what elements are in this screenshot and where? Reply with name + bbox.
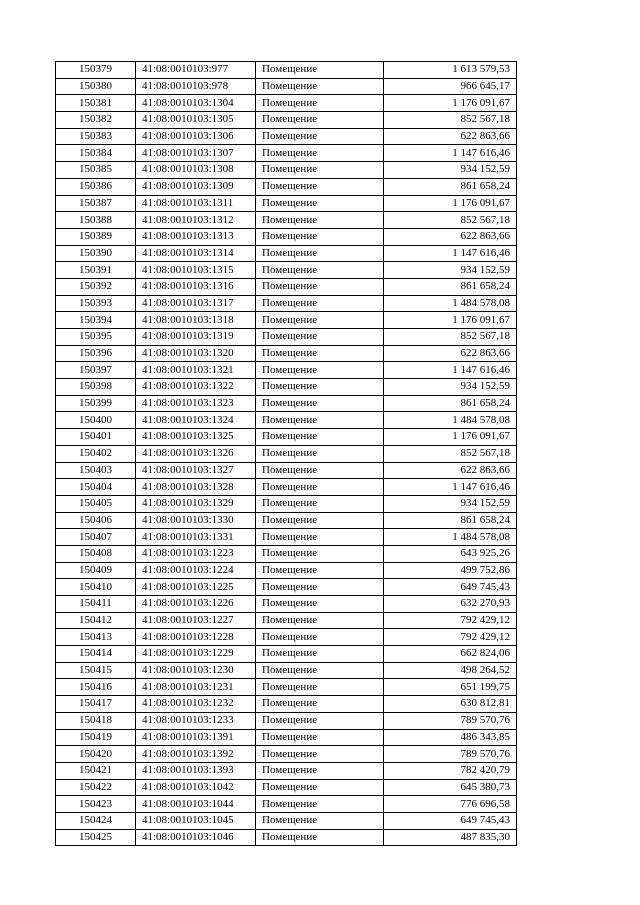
object-type-cell: Помещение bbox=[256, 529, 384, 546]
table-row bbox=[56, 362, 517, 379]
table-row bbox=[56, 762, 517, 779]
cadastral-value-cell: 487 835,30 bbox=[384, 829, 517, 846]
row-number-cell: 150413 bbox=[56, 629, 136, 646]
table-row bbox=[56, 278, 517, 295]
cadastral-number-cell: 41:08:0010103:1331 bbox=[136, 529, 256, 546]
table-row bbox=[56, 345, 517, 362]
object-type-cell: Помещение bbox=[256, 679, 384, 696]
cadastral-number-cell: 41:08:0010103:1226 bbox=[136, 596, 256, 613]
cadastral-value-cell: 934 152,59 bbox=[384, 495, 517, 512]
cadastral-value-cell: 662 824,06 bbox=[384, 646, 517, 663]
row-number-cell: 150389 bbox=[56, 228, 136, 245]
row-number-cell: 150386 bbox=[56, 178, 136, 195]
row-number-cell: 150420 bbox=[56, 746, 136, 763]
object-type-cell: Помещение bbox=[256, 712, 384, 729]
cadastral-value-cell: 1 176 091,67 bbox=[384, 195, 517, 212]
table-row bbox=[56, 662, 517, 679]
table-row bbox=[56, 696, 517, 713]
object-type-cell: Помещение bbox=[256, 445, 384, 462]
object-type-cell: Помещение bbox=[256, 228, 384, 245]
cadastral-number-cell: 41:08:0010103:1311 bbox=[136, 195, 256, 212]
cadastral-value-cell: 645 380,73 bbox=[384, 779, 517, 796]
row-number-cell: 150394 bbox=[56, 312, 136, 329]
cadastral-number-cell: 41:08:0010103:1042 bbox=[136, 779, 256, 796]
cadastral-value-cell: 1 484 578,08 bbox=[384, 295, 517, 312]
cadastral-value-cell: 1 147 616,46 bbox=[384, 479, 517, 496]
object-type-cell: Помещение bbox=[256, 479, 384, 496]
cadastral-value-cell: 792 429,12 bbox=[384, 612, 517, 629]
table-row bbox=[56, 495, 517, 512]
row-number-cell: 150390 bbox=[56, 245, 136, 262]
row-number-cell: 150425 bbox=[56, 829, 136, 846]
cadastral-number-cell: 41:08:0010103:1327 bbox=[136, 462, 256, 479]
row-number-cell: 150382 bbox=[56, 112, 136, 129]
table-row bbox=[56, 128, 517, 145]
table-row bbox=[56, 746, 517, 763]
row-number-cell: 150400 bbox=[56, 412, 136, 429]
cadastral-value-cell: 1 484 578,08 bbox=[384, 529, 517, 546]
object-type-cell: Помещение bbox=[256, 295, 384, 312]
table-row bbox=[56, 729, 517, 746]
cadastral-value-cell: 861 658,24 bbox=[384, 512, 517, 529]
cadastral-number-cell: 41:08:0010103:1320 bbox=[136, 345, 256, 362]
object-type-cell: Помещение bbox=[256, 329, 384, 346]
row-number-cell: 150408 bbox=[56, 545, 136, 562]
cadastral-number-cell: 41:08:0010103:1319 bbox=[136, 329, 256, 346]
row-number-cell: 150380 bbox=[56, 78, 136, 95]
row-number-cell: 150418 bbox=[56, 712, 136, 729]
table-row bbox=[56, 829, 517, 846]
object-type-cell: Помещение bbox=[256, 379, 384, 396]
row-number-cell: 150387 bbox=[56, 195, 136, 212]
cadastral-value-table bbox=[55, 61, 517, 846]
row-number-cell: 150403 bbox=[56, 462, 136, 479]
table-body bbox=[56, 62, 517, 846]
object-type-cell: Помещение bbox=[256, 62, 384, 79]
row-number-cell: 150407 bbox=[56, 529, 136, 546]
cadastral-value-cell: 649 745,43 bbox=[384, 579, 517, 596]
table-row bbox=[56, 462, 517, 479]
table-row bbox=[56, 612, 517, 629]
row-number-cell: 150412 bbox=[56, 612, 136, 629]
object-type-cell: Помещение bbox=[256, 729, 384, 746]
cadastral-number-cell: 41:08:0010103:1046 bbox=[136, 829, 256, 846]
cadastral-number-cell: 41:08:0010103:1304 bbox=[136, 95, 256, 112]
cadastral-number-cell: 41:08:0010103:1317 bbox=[136, 295, 256, 312]
cadastral-number-cell: 41:08:0010103:1313 bbox=[136, 228, 256, 245]
object-type-cell: Помещение bbox=[256, 145, 384, 162]
object-type-cell: Помещение bbox=[256, 562, 384, 579]
cadastral-number-cell: 41:08:0010103:1308 bbox=[136, 162, 256, 179]
cadastral-number-cell: 41:08:0010103:1229 bbox=[136, 646, 256, 663]
table-row bbox=[56, 512, 517, 529]
object-type-cell: Помещение bbox=[256, 195, 384, 212]
cadastral-number-cell: 41:08:0010103:1233 bbox=[136, 712, 256, 729]
cadastral-value-cell: 1 176 091,67 bbox=[384, 429, 517, 446]
table-row bbox=[56, 245, 517, 262]
object-type-cell: Помещение bbox=[256, 646, 384, 663]
object-type-cell: Помещение bbox=[256, 662, 384, 679]
table-row bbox=[56, 529, 517, 546]
cadastral-number-cell: 41:08:0010103:1326 bbox=[136, 445, 256, 462]
table-row bbox=[56, 195, 517, 212]
object-type-cell: Помещение bbox=[256, 596, 384, 613]
cadastral-number-cell: 41:08:0010103:1321 bbox=[136, 362, 256, 379]
table-row bbox=[56, 395, 517, 412]
row-number-cell: 150405 bbox=[56, 495, 136, 512]
table-row bbox=[56, 212, 517, 229]
row-number-cell: 150410 bbox=[56, 579, 136, 596]
object-type-cell: Помещение bbox=[256, 629, 384, 646]
table-row bbox=[56, 629, 517, 646]
cadastral-number-cell: 41:08:0010103:1316 bbox=[136, 278, 256, 295]
cadastral-value-cell: 486 343,85 bbox=[384, 729, 517, 746]
object-type-cell: Помещение bbox=[256, 95, 384, 112]
cadastral-value-cell: 622 863,66 bbox=[384, 228, 517, 245]
row-number-cell: 150414 bbox=[56, 646, 136, 663]
row-number-cell: 150402 bbox=[56, 445, 136, 462]
cadastral-value-cell: 1 176 091,67 bbox=[384, 312, 517, 329]
object-type-cell: Помещение bbox=[256, 612, 384, 629]
table-row bbox=[56, 62, 517, 79]
cadastral-number-cell: 41:08:0010103:1232 bbox=[136, 696, 256, 713]
row-number-cell: 150393 bbox=[56, 295, 136, 312]
object-type-cell: Помещение bbox=[256, 78, 384, 95]
table-row bbox=[56, 262, 517, 279]
object-type-cell: Помещение bbox=[256, 796, 384, 813]
row-number-cell: 150406 bbox=[56, 512, 136, 529]
row-number-cell: 150409 bbox=[56, 562, 136, 579]
table-row bbox=[56, 779, 517, 796]
object-type-cell: Помещение bbox=[256, 696, 384, 713]
row-number-cell: 150421 bbox=[56, 762, 136, 779]
object-type-cell: Помещение bbox=[256, 746, 384, 763]
cadastral-value-cell: 1 484 578,08 bbox=[384, 412, 517, 429]
table-row bbox=[56, 445, 517, 462]
cadastral-value-cell: 861 658,24 bbox=[384, 178, 517, 195]
object-type-cell: Помещение bbox=[256, 128, 384, 145]
cadastral-value-cell: 649 745,43 bbox=[384, 812, 517, 829]
table-row bbox=[56, 95, 517, 112]
cadastral-value-cell: 861 658,24 bbox=[384, 278, 517, 295]
object-type-cell: Помещение bbox=[256, 829, 384, 846]
table-row bbox=[56, 596, 517, 613]
cadastral-value-cell: 789 570,76 bbox=[384, 746, 517, 763]
row-number-cell: 150396 bbox=[56, 345, 136, 362]
table-row bbox=[56, 162, 517, 179]
cadastral-number-cell: 41:08:0010103:1227 bbox=[136, 612, 256, 629]
object-type-cell: Помещение bbox=[256, 362, 384, 379]
cadastral-number-cell: 41:08:0010103:1325 bbox=[136, 429, 256, 446]
cadastral-value-cell: 852 567,18 bbox=[384, 212, 517, 229]
table-row bbox=[56, 379, 517, 396]
object-type-cell: Помещение bbox=[256, 162, 384, 179]
cadastral-value-cell: 632 270,93 bbox=[384, 596, 517, 613]
object-type-cell: Помещение bbox=[256, 262, 384, 279]
row-number-cell: 150416 bbox=[56, 679, 136, 696]
cadastral-value-cell: 1 147 616,46 bbox=[384, 362, 517, 379]
row-number-cell: 150398 bbox=[56, 379, 136, 396]
cadastral-number-cell: 41:08:0010103:1307 bbox=[136, 145, 256, 162]
cadastral-number-cell: 41:08:0010103:1305 bbox=[136, 112, 256, 129]
cadastral-number-cell: 41:08:0010103:1044 bbox=[136, 796, 256, 813]
row-number-cell: 150391 bbox=[56, 262, 136, 279]
row-number-cell: 150422 bbox=[56, 779, 136, 796]
object-type-cell: Помещение bbox=[256, 545, 384, 562]
cadastral-number-cell: 41:08:0010103:1322 bbox=[136, 379, 256, 396]
cadastral-number-cell: 41:08:0010103:1228 bbox=[136, 629, 256, 646]
cadastral-number-cell: 41:08:0010103:1323 bbox=[136, 395, 256, 412]
object-type-cell: Помещение bbox=[256, 512, 384, 529]
cadastral-value-cell: 498 264,52 bbox=[384, 662, 517, 679]
row-number-cell: 150415 bbox=[56, 662, 136, 679]
cadastral-value-cell: 622 863,66 bbox=[384, 345, 517, 362]
object-type-cell: Помещение bbox=[256, 278, 384, 295]
cadastral-value-cell: 1 613 579,53 bbox=[384, 62, 517, 79]
object-type-cell: Помещение bbox=[256, 779, 384, 796]
table-row bbox=[56, 228, 517, 245]
cadastral-value-cell: 792 429,12 bbox=[384, 629, 517, 646]
table-row bbox=[56, 295, 517, 312]
table-row bbox=[56, 812, 517, 829]
cadastral-number-cell: 41:08:0010103:1318 bbox=[136, 312, 256, 329]
row-number-cell: 150381 bbox=[56, 95, 136, 112]
row-number-cell: 150419 bbox=[56, 729, 136, 746]
row-number-cell: 150384 bbox=[56, 145, 136, 162]
cadastral-value-cell: 622 863,66 bbox=[384, 462, 517, 479]
table-row bbox=[56, 579, 517, 596]
row-number-cell: 150423 bbox=[56, 796, 136, 813]
cadastral-number-cell: 41:08:0010103:1230 bbox=[136, 662, 256, 679]
row-number-cell: 150379 bbox=[56, 62, 136, 79]
cadastral-value-cell: 852 567,18 bbox=[384, 445, 517, 462]
object-type-cell: Помещение bbox=[256, 212, 384, 229]
object-type-cell: Помещение bbox=[256, 462, 384, 479]
cadastral-value-cell: 1 147 616,46 bbox=[384, 245, 517, 262]
row-number-cell: 150392 bbox=[56, 278, 136, 295]
table-row bbox=[56, 545, 517, 562]
table-row bbox=[56, 679, 517, 696]
cadastral-value-cell: 852 567,18 bbox=[384, 112, 517, 129]
object-type-cell: Помещение bbox=[256, 345, 384, 362]
cadastral-number-cell: 41:08:0010103:1392 bbox=[136, 746, 256, 763]
cadastral-number-cell: 41:08:0010103:1324 bbox=[136, 412, 256, 429]
cadastral-number-cell: 41:08:0010103:978 bbox=[136, 78, 256, 95]
object-type-cell: Помещение bbox=[256, 429, 384, 446]
cadastral-number-cell: 41:08:0010103:1231 bbox=[136, 679, 256, 696]
cadastral-number-cell: 41:08:0010103:1045 bbox=[136, 812, 256, 829]
cadastral-value-cell: 643 925,26 bbox=[384, 545, 517, 562]
cadastral-number-cell: 41:08:0010103:1330 bbox=[136, 512, 256, 529]
cadastral-value-cell: 934 152,59 bbox=[384, 162, 517, 179]
cadastral-value-cell: 1 176 091,67 bbox=[384, 95, 517, 112]
cadastral-value-cell: 852 567,18 bbox=[384, 329, 517, 346]
row-number-cell: 150424 bbox=[56, 812, 136, 829]
table-row bbox=[56, 479, 517, 496]
row-number-cell: 150388 bbox=[56, 212, 136, 229]
cadastral-number-cell: 41:08:0010103:1312 bbox=[136, 212, 256, 229]
object-type-cell: Помещение bbox=[256, 245, 384, 262]
cadastral-value-cell: 1 147 616,46 bbox=[384, 145, 517, 162]
table-row bbox=[56, 112, 517, 129]
cadastral-number-cell: 41:08:0010103:1309 bbox=[136, 178, 256, 195]
cadastral-number-cell: 41:08:0010103:1223 bbox=[136, 545, 256, 562]
object-type-cell: Помещение bbox=[256, 812, 384, 829]
cadastral-value-cell: 966 645,17 bbox=[384, 78, 517, 95]
cadastral-number-cell: 41:08:0010103:1225 bbox=[136, 579, 256, 596]
cadastral-number-cell: 41:08:0010103:1314 bbox=[136, 245, 256, 262]
object-type-cell: Помещение bbox=[256, 762, 384, 779]
row-number-cell: 150383 bbox=[56, 128, 136, 145]
cadastral-value-cell: 789 570,76 bbox=[384, 712, 517, 729]
object-type-cell: Помещение bbox=[256, 579, 384, 596]
table-row bbox=[56, 145, 517, 162]
table-row bbox=[56, 562, 517, 579]
cadastral-number-cell: 41:08:0010103:1329 bbox=[136, 495, 256, 512]
table-row bbox=[56, 78, 517, 95]
cadastral-value-cell: 782 420,79 bbox=[384, 762, 517, 779]
table-row bbox=[56, 412, 517, 429]
row-number-cell: 150397 bbox=[56, 362, 136, 379]
row-number-cell: 150411 bbox=[56, 596, 136, 613]
table-row bbox=[56, 312, 517, 329]
cadastral-number-cell: 41:08:0010103:1315 bbox=[136, 262, 256, 279]
cadastral-number-cell: 41:08:0010103:1328 bbox=[136, 479, 256, 496]
cadastral-number-cell: 41:08:0010103:1393 bbox=[136, 762, 256, 779]
object-type-cell: Помещение bbox=[256, 112, 384, 129]
cadastral-value-cell: 499 752,86 bbox=[384, 562, 517, 579]
table-row bbox=[56, 712, 517, 729]
cadastral-number-cell: 41:08:0010103:1224 bbox=[136, 562, 256, 579]
table-row bbox=[56, 796, 517, 813]
object-type-cell: Помещение bbox=[256, 178, 384, 195]
cadastral-value-cell: 861 658,24 bbox=[384, 395, 517, 412]
row-number-cell: 150385 bbox=[56, 162, 136, 179]
cadastral-number-cell: 41:08:0010103:1306 bbox=[136, 128, 256, 145]
object-type-cell: Помещение bbox=[256, 312, 384, 329]
table-row bbox=[56, 646, 517, 663]
cadastral-number-cell: 41:08:0010103:977 bbox=[136, 62, 256, 79]
row-number-cell: 150417 bbox=[56, 696, 136, 713]
row-number-cell: 150401 bbox=[56, 429, 136, 446]
cadastral-value-cell: 934 152,59 bbox=[384, 379, 517, 396]
row-number-cell: 150395 bbox=[56, 329, 136, 346]
object-type-cell: Помещение bbox=[256, 412, 384, 429]
cadastral-value-cell: 622 863,66 bbox=[384, 128, 517, 145]
row-number-cell: 150404 bbox=[56, 479, 136, 496]
object-type-cell: Помещение bbox=[256, 395, 384, 412]
cadastral-value-cell: 651 199,75 bbox=[384, 679, 517, 696]
row-number-cell: 150399 bbox=[56, 395, 136, 412]
cadastral-number-cell: 41:08:0010103:1391 bbox=[136, 729, 256, 746]
object-type-cell: Помещение bbox=[256, 495, 384, 512]
cadastral-value-cell: 776 696,58 bbox=[384, 796, 517, 813]
cadastral-value-cell: 934 152,59 bbox=[384, 262, 517, 279]
table-row bbox=[56, 178, 517, 195]
table-row bbox=[56, 429, 517, 446]
cadastral-value-cell: 630 812,81 bbox=[384, 696, 517, 713]
table-row bbox=[56, 329, 517, 346]
